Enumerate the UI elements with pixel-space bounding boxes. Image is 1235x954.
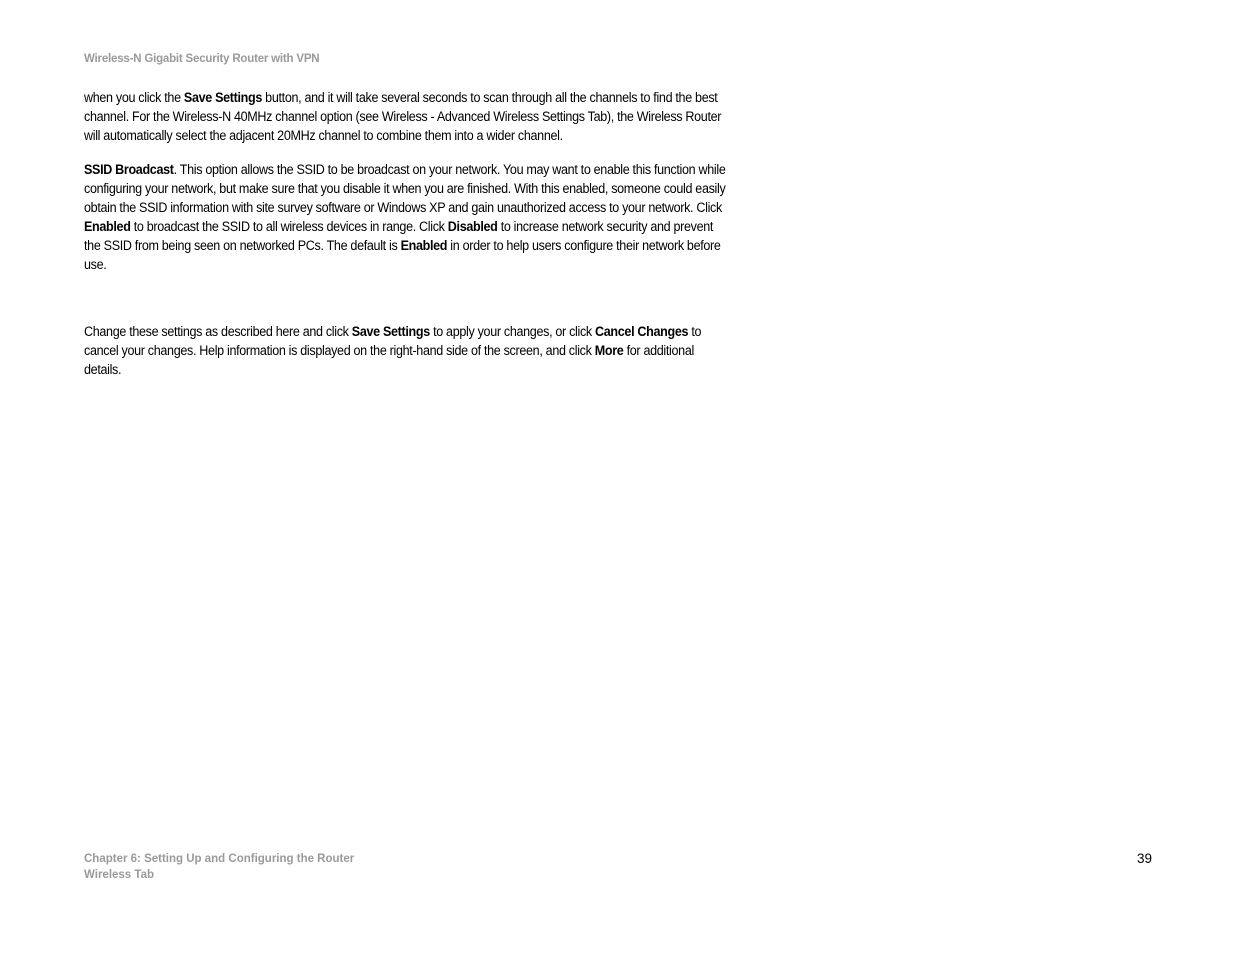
text-run: when you click the bbox=[84, 90, 184, 105]
bold-term: Enabled bbox=[84, 219, 131, 234]
text-run: Change these settings as described here and click bbox=[84, 324, 352, 339]
text-run: to cancel your changes. Help information is displayed on the right-hand side of the screen, and click bbox=[84, 324, 702, 358]
paragraph-text bbox=[84, 160, 726, 274]
bold-term: SSID Broadcast bbox=[84, 162, 174, 177]
bold-term: Disabled bbox=[447, 219, 498, 234]
bold-term: More bbox=[594, 343, 624, 358]
text-run: to broadcast the SSID to all wireless devices in range. Click bbox=[130, 219, 448, 234]
footer-chapter: Chapter 6: Setting Up and Configuring the Router bbox=[84, 853, 355, 865]
text-run: to increase network security and prevent the SSID from being seen on networked PCs. The default is bbox=[84, 219, 714, 253]
text-run: for additional details. bbox=[84, 343, 694, 377]
bold-term: Save Settings bbox=[183, 90, 263, 105]
text-run: to apply your changes, or click bbox=[429, 324, 596, 339]
paragraph-save-settings-channel bbox=[84, 88, 726, 145]
paragraph-change-settings bbox=[84, 322, 726, 379]
paragraph-text bbox=[84, 88, 726, 145]
footer bbox=[84, 851, 354, 883]
text-run: in order to help users configure their network before use. bbox=[84, 238, 721, 272]
bold-term: Enabled bbox=[400, 238, 448, 253]
bold-term: Save Settings bbox=[351, 324, 430, 339]
footer-section: Wireless Tab bbox=[84, 869, 154, 881]
text-run: . This option allows the SSID to be broadcast on your network. You may want to enable this function while configuring your network, but make sure that you disable it when you are finished. With this enabled, someone could easily obtain the SSID information with site survey software or Windows XP and gain unauthorized access to your network. Click bbox=[84, 162, 726, 215]
paragraph-ssid-broadcast bbox=[84, 160, 726, 274]
text-run: button, and it will take several seconds to scan through all the channels to find the best channel. For the Wireless-N 40MHz channel option (see Wireless - Advanced Wireless Settings Tab), the Wireless Router will automatically select the adjacent 20MHz channel to combine them into a wider channel. bbox=[84, 90, 722, 143]
paragraph-text bbox=[84, 322, 726, 379]
bold-term: Cancel Changes bbox=[595, 324, 689, 339]
page-number: 39 bbox=[1137, 851, 1153, 866]
running-header: Wireless-N Gigabit Security Router with VPN bbox=[84, 53, 320, 65]
